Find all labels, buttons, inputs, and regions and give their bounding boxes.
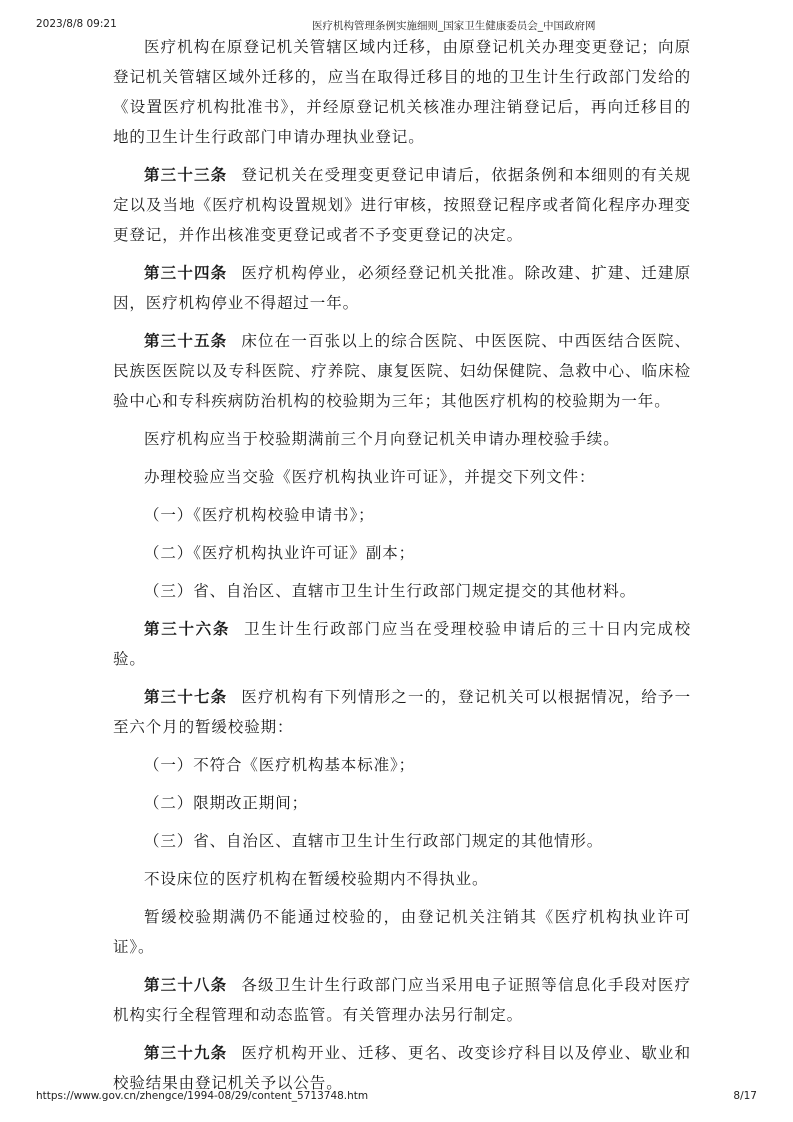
paragraph-text: 医疗机构开业、迁移、更名、改变诊疗科目以及停业、歇业和校验结果由登记机关予以公告。	[113, 1044, 691, 1092]
paragraph-text: 暂缓校验期满仍不能通过校验的，由登记机关注销其《医疗机构执业许可证》。	[113, 908, 691, 956]
paragraph-text: 不设床位的医疗机构在暂缓校验期内不得执业。	[144, 870, 489, 888]
article-number: 第三十九条	[144, 1044, 228, 1062]
paragraph	[113, 258, 691, 318]
paragraph	[113, 864, 691, 894]
paragraph-text: （三）省、自治区、直辖市卫生计生行政部门规定提交的其他材料。	[144, 582, 637, 600]
paragraph-text: 各级卫生计生行政部门应当采用电子证照等信息化手段对医疗机构实行全程管理和动态监管。有关管理办法另行制定。	[113, 976, 691, 1024]
print-datetime: 2023/8/8 09:21	[36, 18, 117, 30]
paragraph-text: 床位在一百张以上的综合医院、中医医院、中西医结合医院、民族医医院以及专科医院、疗养院、康复医院、妇幼保健院、急救中心、临床检验中心和专科疾病防治机构的校验期为三年；其他医疗机构的校验期为一年。	[113, 332, 691, 410]
page-number: 8/17	[733, 1090, 757, 1102]
paragraph-text: 医疗机构在原登记机关管辖区域内迁移，由原登记机关办理变更登记；向原登记机关管辖区域外迁移的，应当在取得迁移目的地的卫生计生行政部门发给的《设置医疗机构批准书》，并经原登记机关核准办理注销登记后，再向迁移目的地的卫生计生行政部门申请办理执业登记。	[113, 38, 691, 146]
paragraph	[113, 1038, 691, 1098]
paragraph-text: 卫生计生行政部门应当在受理校验申请后的三十日内完成校验。	[113, 620, 691, 668]
paragraph	[113, 538, 691, 568]
paragraph	[113, 424, 691, 454]
paragraph-text: （二）限期改正期间；	[144, 794, 309, 812]
paragraph	[113, 750, 691, 780]
paragraph	[113, 970, 691, 1030]
article-number: 第三十八条	[144, 976, 228, 994]
paragraph-text: （二）《医疗机构执业许可证》副本；	[144, 544, 416, 562]
page-url[interactable]: https://www.gov.cn/zhengce/1994-08/29/content_5713748.htm	[36, 1090, 369, 1102]
article-number: 第三十五条	[144, 332, 228, 350]
article-number: 第三十七条	[144, 688, 228, 706]
paragraph	[113, 32, 691, 152]
paragraph-text: 登记机关在受理变更登记申请后，依据条例和本细则的有关规定以及当地《医疗机构设置规划》进行审核，按照登记程序或者简化程序办理变更登记，并作出核准变更登记或者不予变更登记的决定。	[113, 166, 691, 244]
paragraph	[113, 160, 691, 250]
paragraph	[113, 500, 691, 530]
paragraph-text: （一）不符合《医疗机构基本标准》；	[144, 756, 416, 774]
page-title: 医疗机构管理条例实施细则_国家卫生健康委员会_中国政府网	[312, 20, 596, 32]
paragraph	[113, 902, 691, 962]
article-number: 第三十六条	[144, 620, 231, 638]
paragraph	[113, 614, 691, 674]
article-number: 第三十四条	[144, 264, 228, 282]
paragraph	[113, 326, 691, 416]
article-number: 第三十三条	[144, 166, 228, 184]
paragraph	[113, 788, 691, 818]
paragraph	[113, 462, 691, 492]
paragraph-text: （三）省、自治区、直辖市卫生计生行政部门规定的其他情形。	[144, 832, 604, 850]
paragraph-text: （一）《医疗机构校验申请书》；	[144, 506, 375, 524]
document-body	[113, 32, 691, 1098]
paragraph-text: 医疗机构停业，必须经登记机关批准。除改建、扩建、迁建原因，医疗机构停业不得超过一年。	[113, 264, 691, 312]
paragraph	[113, 576, 691, 606]
paragraph	[113, 826, 691, 856]
paragraph-text: 办理校验应当交验《医疗机构执业许可证》，并提交下列文件：	[144, 468, 596, 486]
paragraph-text: 医疗机构有下列情形之一的，登记机关可以根据情况，给予一至六个月的暂缓校验期：	[113, 688, 691, 736]
paragraph	[113, 682, 691, 742]
paragraph-text: 医疗机构应当于校验期满前三个月向登记机关申请办理校验手续。	[144, 430, 620, 448]
